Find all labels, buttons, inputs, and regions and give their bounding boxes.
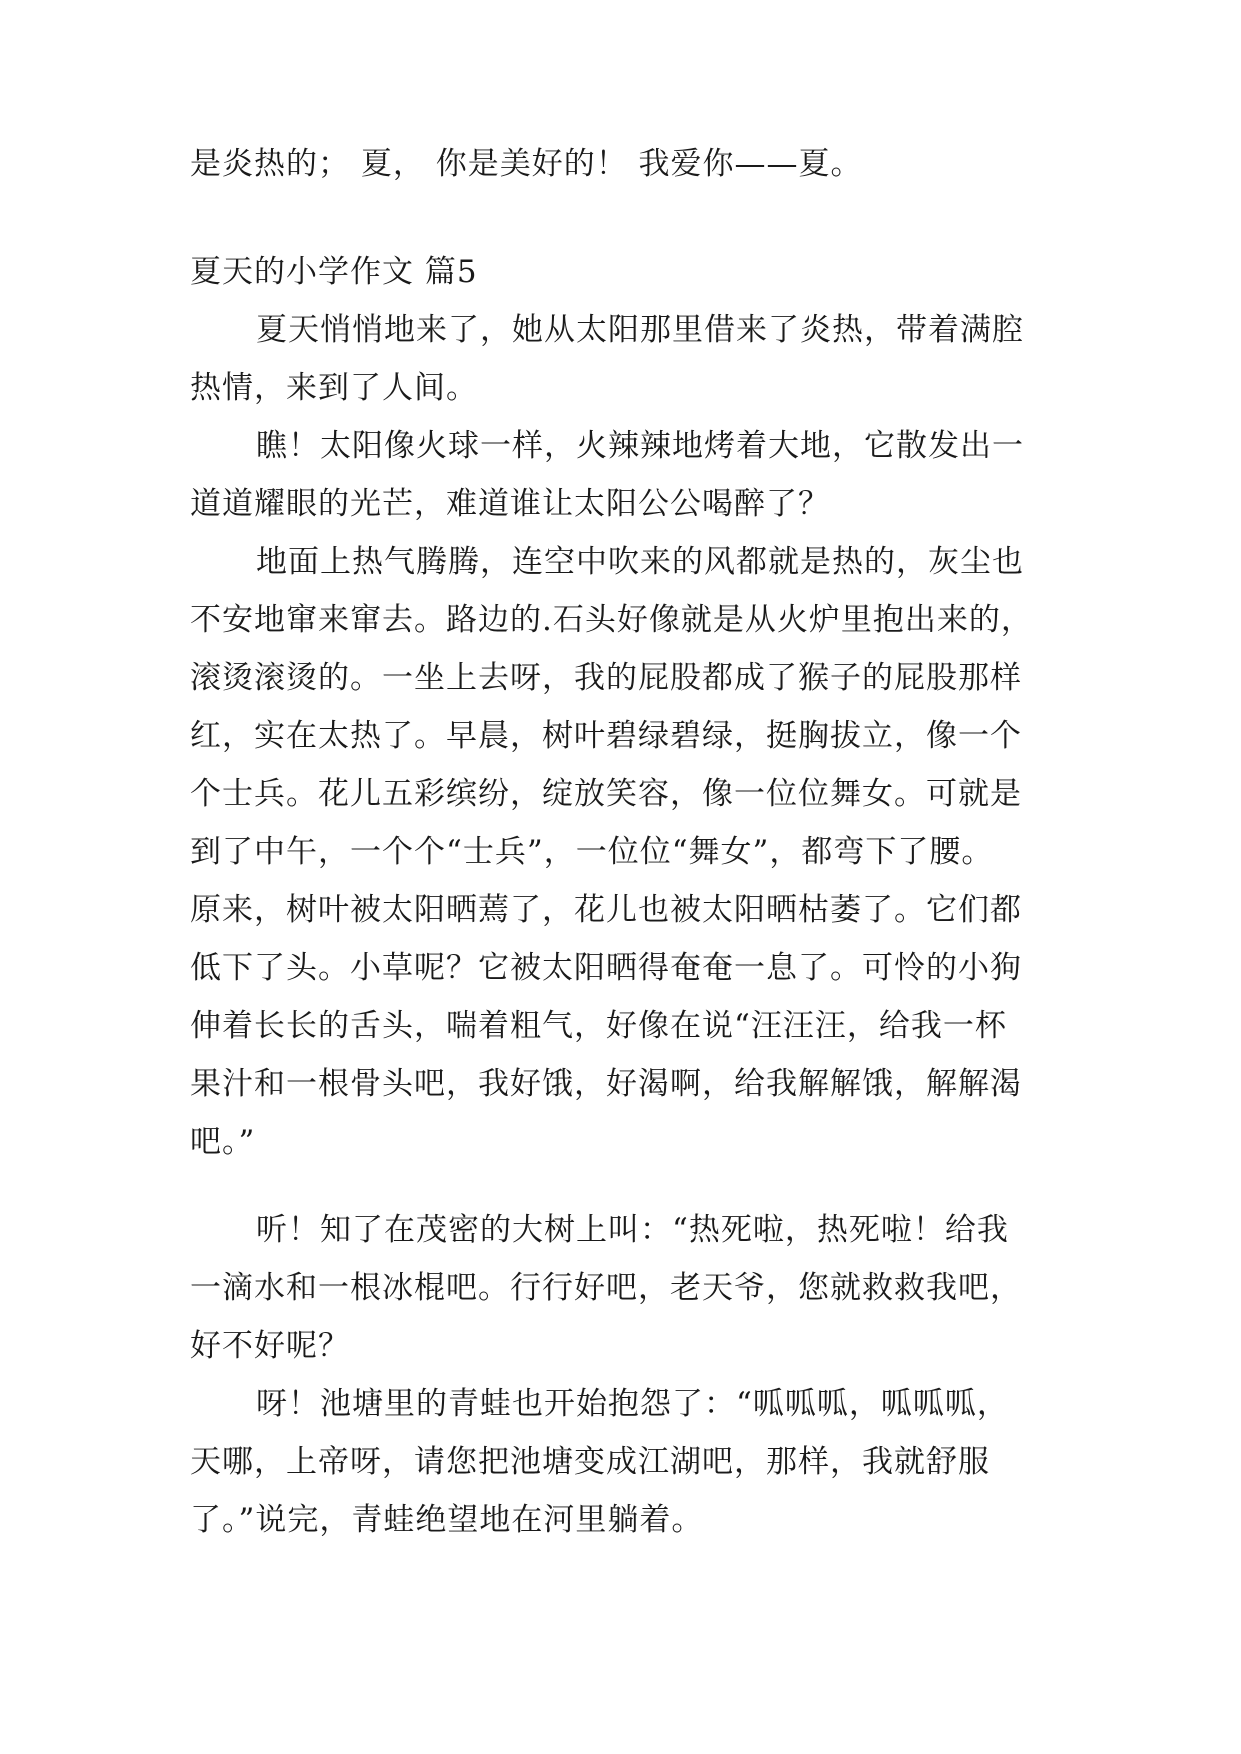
paragraph-4-line-1: 听！知了在茂密的大树上叫：“热死啦，热死啦！给我 (256, 1212, 1009, 1248)
paragraph-1-line-2: 热情，来到了人间。 (190, 370, 478, 406)
paragraph-2-line-2: 道道耀眼的光芒，难道谁让太阳公公喝醉了？ (190, 486, 830, 522)
paragraph-3-line-6: 到了中午，一个个“士兵”，一位位“舞女”，都弯下了腰。 (190, 834, 994, 870)
paragraph-4-line-2: 一滴水和一根冰棍吧。行行好吧，老天爷，您就救救我吧， (190, 1270, 1022, 1306)
paragraph-5-line-1: 呀！池塘里的青蛙也开始抱怨了：“呱呱呱，呱呱呱， (256, 1386, 1009, 1422)
paragraph-5-line-3: 了。”说完，青蛙绝望地在河里躺着。 (190, 1502, 704, 1538)
paragraph-3-line-1: 地面上热气腾腾，连空中吹来的风都就是热的，灰尘也 (256, 544, 1024, 580)
paragraph-3-line-9: 伸着长长的舌头，喘着粗气，好像在说“汪汪汪，给我一杯 (190, 1008, 1007, 1044)
section-heading: 夏天的小学作文 篇5 (190, 254, 478, 290)
paragraph-3-line-11: 吧。” (190, 1124, 256, 1160)
paragraph-3-line-4: 红，实在太热了。早晨，树叶碧绿碧绿，挺胸拔立，像一个 (190, 718, 1022, 754)
paragraph-3-line-3: 滚烫滚烫的。一坐上去呀，我的屁股都成了猴子的屁股那样 (190, 660, 1022, 696)
paragraph-3-line-5: 个士兵。花儿五彩缤纷，绽放笑容，像一位位舞女。可就是 (190, 776, 1022, 812)
paragraph-3-line-7: 原来，树叶被太阳晒蔫了，花儿也被太阳晒枯萎了。它们都 (190, 892, 1022, 928)
text-line-continuation: 是炎热的； 夏， 你是美好的！ 我爱你——夏。 (190, 146, 863, 182)
paragraph-3-line-8: 低下了头。小草呢？它被太阳晒得奄奄一息了。可怜的小狗 (190, 950, 1022, 986)
paragraph-3-line-2: 不安地窜来窜去。路边的.石头好像就是从火炉里抱出来的， (190, 602, 1033, 638)
paragraph-1-line-1: 夏天悄悄地来了，她从太阳那里借来了炎热，带着满腔 (256, 312, 1024, 348)
paragraph-5-line-2: 天哪，上帝呀，请您把池塘变成江湖吧，那样，我就舒服 (190, 1444, 990, 1480)
paragraph-4-line-3: 好不好呢？ (190, 1328, 350, 1364)
paragraph-2-line-1: 瞧！太阳像火球一样，火辣辣地烤着大地，它散发出一 (256, 428, 1024, 464)
paragraph-3-line-10: 果汁和一根骨头吧，我好饿，好渴啊，给我解解饿，解解渴 (190, 1066, 1022, 1102)
